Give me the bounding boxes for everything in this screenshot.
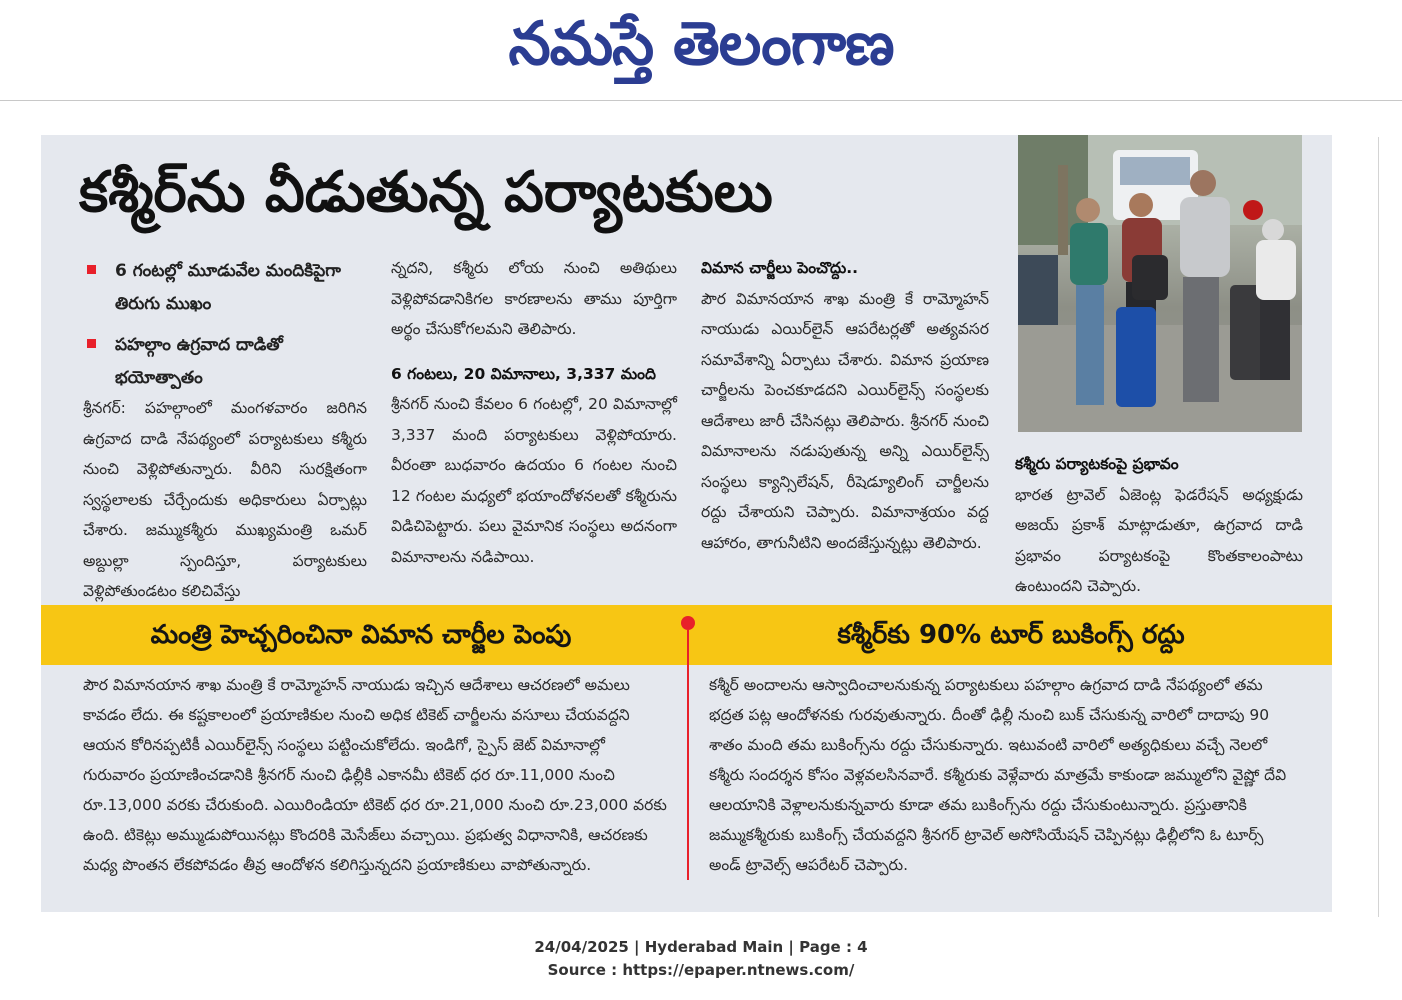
- bullet-item: [85, 329, 375, 395]
- column-1: [83, 393, 367, 607]
- band-left-title: మంత్రి హెచ్చరించినా విమాన చార్జీల పెంపు: [150, 620, 572, 650]
- bullet-item: [85, 255, 375, 321]
- column-4-body: భారత ట్రావెల్ ఏజెంట్ల ఫెడరేషన్ అధ్యక్షుడు అజయ్ ప్రకాశ్ మాట్లాడుతూ, ఉగ్రవాద దాడి ప్రభావం పర్యాటకంపై కొంతకాలంపాటు ఉంటుందని చెప్పారు.: [1015, 485, 1303, 595]
- bullet-square-icon: [87, 265, 96, 274]
- column-2-body-2: శ్రీనగర్ నుంచి కేవలం 6 గంటల్లో, 20 విమానాల్లో 3,337 మంది పర్యాటకులు వెళ్లిపోయారు. వీరంతా బుధవారం ఉదయం 6 గంటల నుంచి 12 గంటల మధ్యలో భయాందోళనలతో కశ్మీరును విడిచిపెట్టారు. పలు వైమానిక సంస్థలు అదనంగా విమానాలను నడిపాయి.: [391, 395, 677, 566]
- tourists-photo: [1018, 135, 1302, 432]
- column-2-body-1: న్నదని, కశ్మీరు లోయ నుంచి అతిథులు వెళ్లిపోవడానికిగల కారణాలను తాము పూర్తిగా అర్థం చేసుకోగలమని తెలిపారు.: [391, 259, 677, 338]
- column-3-body: పౌర విమానయాన శాఖ మంత్రి కే రామ్మోహన్ నాయుడు ఎయిర్‌లైన్ ఆపరేటర్లతో అత్యవసర సమావేశాన్ని ఏర్పాటు చేశారు. విమాన ప్రయాణ చార్జీలను పెంచకూడదని ఎయిర్‌లైన్స్ సంస్థలకు ఆదేశాలు జారీ చేసినట్లు తెలిపారు. శ్రీనగర్ నుంచి విమానాలను నడుపుతున్న అన్ని ఎయిర్‌లైన్స్ సంస్థలు క్యాన్సిలేషన్, రీషెడ్యూలింగ్ చార్జీలను రద్దు చేశాయని చెప్పారు. విమానాశ్రయం వద్ద ఆహారం, తాగునీటిని అందజేస్తున్నట్లు తెలిపారు.: [701, 289, 989, 552]
- tourists-photo-illustration: [1018, 135, 1302, 432]
- bullet-list: [85, 255, 375, 403]
- article-page: [41, 135, 1332, 912]
- band-right-title: కశ్మీర్‌కు 90% టూర్ బుకింగ్స్ రద్దు: [837, 620, 1185, 650]
- lower-right-story: కశ్మీర్ అందాలను ఆస్వాదించాలనుకున్న పర్యాటకులు పహల్గాం ఉగ్రవాద దాడి నేపథ్యంలో తమ భద్రత పట్ల ఆందోళనకు గురవుతున్నారు. దీంతో ఢిల్లీ నుంచి బుక్ చేసుకున్న వారిలో దాదాపు 90 శాతం మంది తమ బుకింగ్స్‌ను రద్దు చేసుకున్నారు. ఇటువంటి వారిలో అత్యధికులు వచ్చే నెలలో కశ్మీరు సందర్శన కోసం వెళ్లవలసినవారే. కశ్మీరుకు వెళ్లేవారు మాత్రమే కాకుండా జమ్ములోని వైష్ణో దేవి ఆలయానికి వెళ్లాలనుకున్నవారు కూడా తమ బుకింగ్స్‌ను రద్దు చేసుకుంటున్నారు. ప్రస్తుతానికి జమ్ముకశ్మీరుకు బుకింగ్స్ చేయవద్దని శ్రీనగర్ ట్రావెల్ అసోసియేషన్ చెప్పినట్లు ఢిల్లీలోని ఓ టూర్స్ అండ్ ట్రావెల్స్ ఆపరేటర్ చెప్పారు.: [709, 676, 1287, 874]
- page-edge-divider: [1378, 137, 1379, 917]
- column-1-body: శ్రీనగర్: పహల్గాంలో మంగళవారం జరిగిన ఉగ్రవాద దాడి నేపథ్యంలో పర్యాటకులు కశ్మీరు నుంచి వెళ్లిపోతున్నారు. వీరిని సురక్షితంగా స్వస్థలాలకు చేర్చేందుకు అధికారులు ఏర్పాట్లు చేశారు. జమ్ముకశ్మీరు ముఖ్యమంత్రి ఒమర్ అబ్దుల్లా స్పందిస్తూ, పర్యాటకులు వెళ్లిపోతుండటం కలిచివేస్తు: [83, 399, 367, 600]
- lower-left-story: పౌర విమానయాన శాఖ మంత్రి కే రామ్మోహన్ నాయుడు ఇచ్చిన ఆదేశాలు ఆచరణలో అమలు కావడం లేదు. ఈ కష్టకాలంలో ప్రయాణికుల నుంచి అధిక టికెట్ చార్జీలను వసూలు చేయవద్దని ఆయన కోరినప్పటికీ ఎయిర్‌లైన్స్ సంస్థలు పట్టించుకోలేదు. ఇండిగో, స్పైస్ జెట్ విమానాల్లో గురువారం ప్రయాణించడానికి శ్రీనగర్ నుంచి ఢిల్లీకి ఎకానమీ టికెట్ ధర రూ.11,000 నుంచి రూ.13,000 వరకు చేరుకుంది. ఎయిరిండియా టికెట్ ధర రూ.21,000 నుంచి రూ.23,000 వరకు ఉంది. టికెట్లు అమ్ముడుపోయినట్లు కొందరికి మెసేజ్‌లు వచ్చాయి. ప్రభుత్వ విధానానికి, ఆచరణకు మధ్య పొంతన లేకపోవడం తీవ్ర ఆందోళన కలిగిస్తున్నదని ప్రయాణికులు వాపోతున్నారు.: [83, 676, 667, 874]
- red-pin-icon: [681, 616, 695, 630]
- column-4: [1015, 449, 1303, 602]
- newspaper-logo: నమస్తే తెలంగాణ: [508, 9, 894, 79]
- bullet-square-icon: [87, 339, 96, 348]
- column-3: [701, 253, 989, 558]
- headline: కశ్మీర్‌ను వీడుతున్న పర్యాటకులు: [79, 160, 773, 225]
- column-2-subhead: 6 గంటలు, 20 విమానాలు, 3,337 మంది: [391, 364, 656, 383]
- column-4-subhead: కశ్మీరు పర్యాటకంపై ప్రభావం: [1015, 455, 1179, 473]
- column-3-subhead: విమాన చార్జీలు పెంచొద్దు..: [701, 259, 859, 277]
- bullet-text: 6 గంటల్లో మూడువేల మందికిపైగా తిరుగు ముఖం: [115, 261, 341, 314]
- column-divider-line: [687, 630, 689, 880]
- column-2: [391, 253, 677, 572]
- footer-edition-line: 24/04/2025 | Hyderabad Main | Page : 4: [534, 938, 868, 956]
- masthead: [0, 0, 1402, 101]
- bullet-text: పహల్గాం ఉగ్రవాద దాడితో భయోత్పాతం: [115, 335, 283, 388]
- footer-source-line: Source : https://epaper.ntnews.com/: [547, 961, 855, 979]
